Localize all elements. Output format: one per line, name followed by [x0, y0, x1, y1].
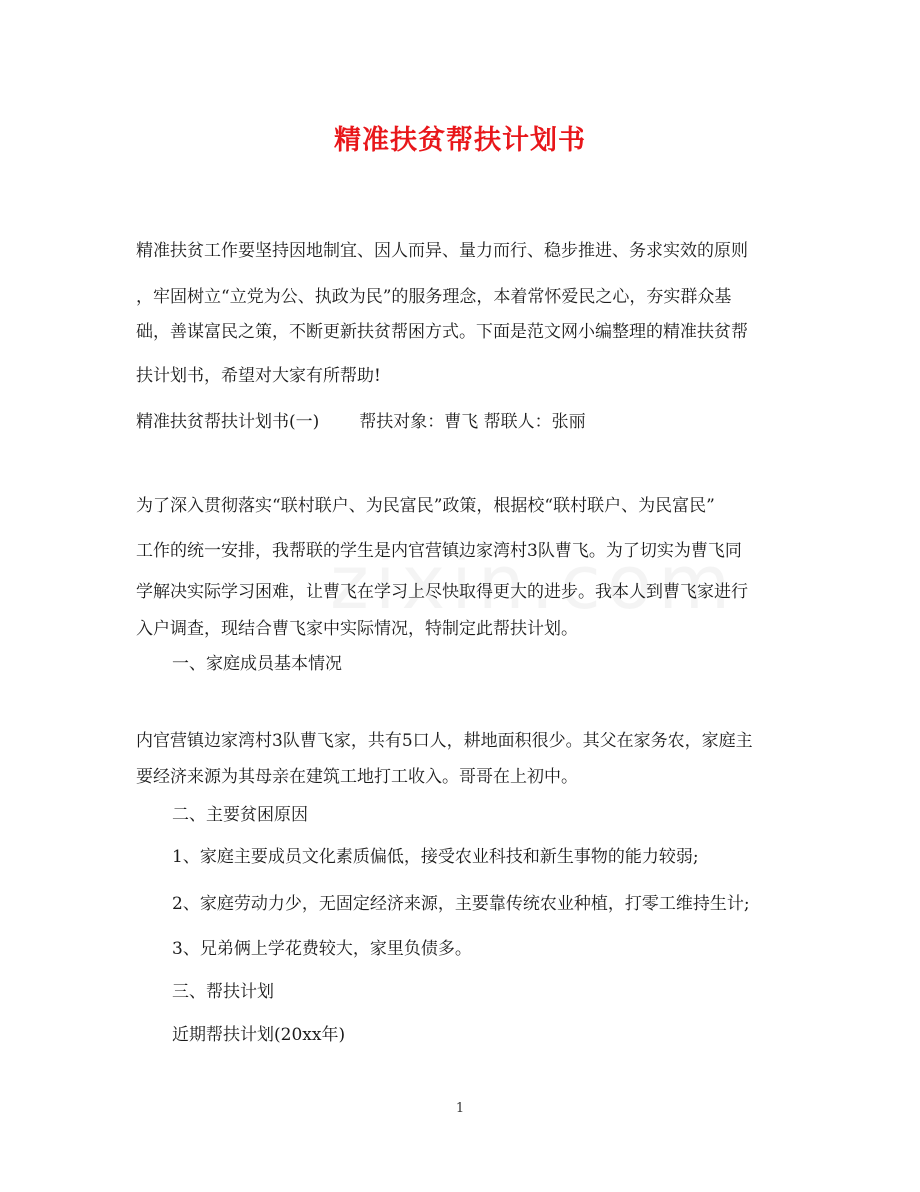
- reason-item-1: 1、家庭主要成员文化素质偏低，接受农业科技和新生事物的能力较弱;: [172, 847, 699, 867]
- plan-target: 帮扶对象：曹飞 帮联人：张丽: [359, 412, 586, 432]
- section2-heading: 二、主要贫困原因: [172, 805, 308, 825]
- section1-line-2: 要经济来源为其母亲在建筑工地打工收入。哥哥在上初中。: [136, 767, 578, 787]
- paragraph1-line-4: 入户调查，现结合曹飞家中实际情况，特制定此帮扶计划。: [136, 619, 578, 639]
- plan-heading-line: [136, 410, 586, 434]
- section1-line-1: 内官营镇边家湾村3队曹飞家，共有5口人，耕地面积很少。其父在家务农，家庭主: [136, 731, 753, 751]
- intro-line-1: 精准扶贫工作要坚持因地制宜、因人而异、量力而行、稳步推进、务求实效的原则: [136, 241, 748, 261]
- near-term-heading: 近期帮扶计划(20xx年): [172, 1025, 346, 1045]
- intro-line-4: 扶计划书，希望对大家有所帮助!: [136, 366, 381, 386]
- paragraph1-line-2: 工作的统一安排，我帮联的学生是内官营镇边家湾村3队曹飞。为了切实为曹飞同: [136, 541, 742, 561]
- intro-line-2: ，牢固树立“立党为公、执政为民”的服务理念，本着常怀爱民之心，夯实群众基: [136, 287, 732, 307]
- intro-line-3: 础，善谋富民之策，不断更新扶贫帮困方式。下面是范文网小编整理的精准扶贫帮: [136, 322, 748, 342]
- section1-heading: 一、家庭成员基本情况: [172, 654, 342, 674]
- plan-heading: 精准扶贫帮扶计划书(一): [136, 412, 320, 432]
- paragraph1-line-1: 为了深入贯彻落实“联村联户、为民富民”政策，根据校“联村联户、为民富民”: [136, 496, 715, 516]
- reason-item-3: 3、兄弟俩上学花费较大，家里负债多。: [172, 939, 472, 959]
- section3-heading: 三、帮扶计划: [172, 982, 274, 1002]
- paragraph1-line-3: 学解决实际学习困难，让曹飞在学习上尽快取得更大的进步。我本人到曹飞家进行: [136, 582, 748, 602]
- document-title: 精准扶贫帮扶计划书: [334, 125, 586, 156]
- reason-item-2: 2、家庭劳动力少，无固定经济来源，主要靠传统农业种植，打零工维持生计;: [172, 894, 750, 914]
- page-number: 1: [455, 1101, 465, 1116]
